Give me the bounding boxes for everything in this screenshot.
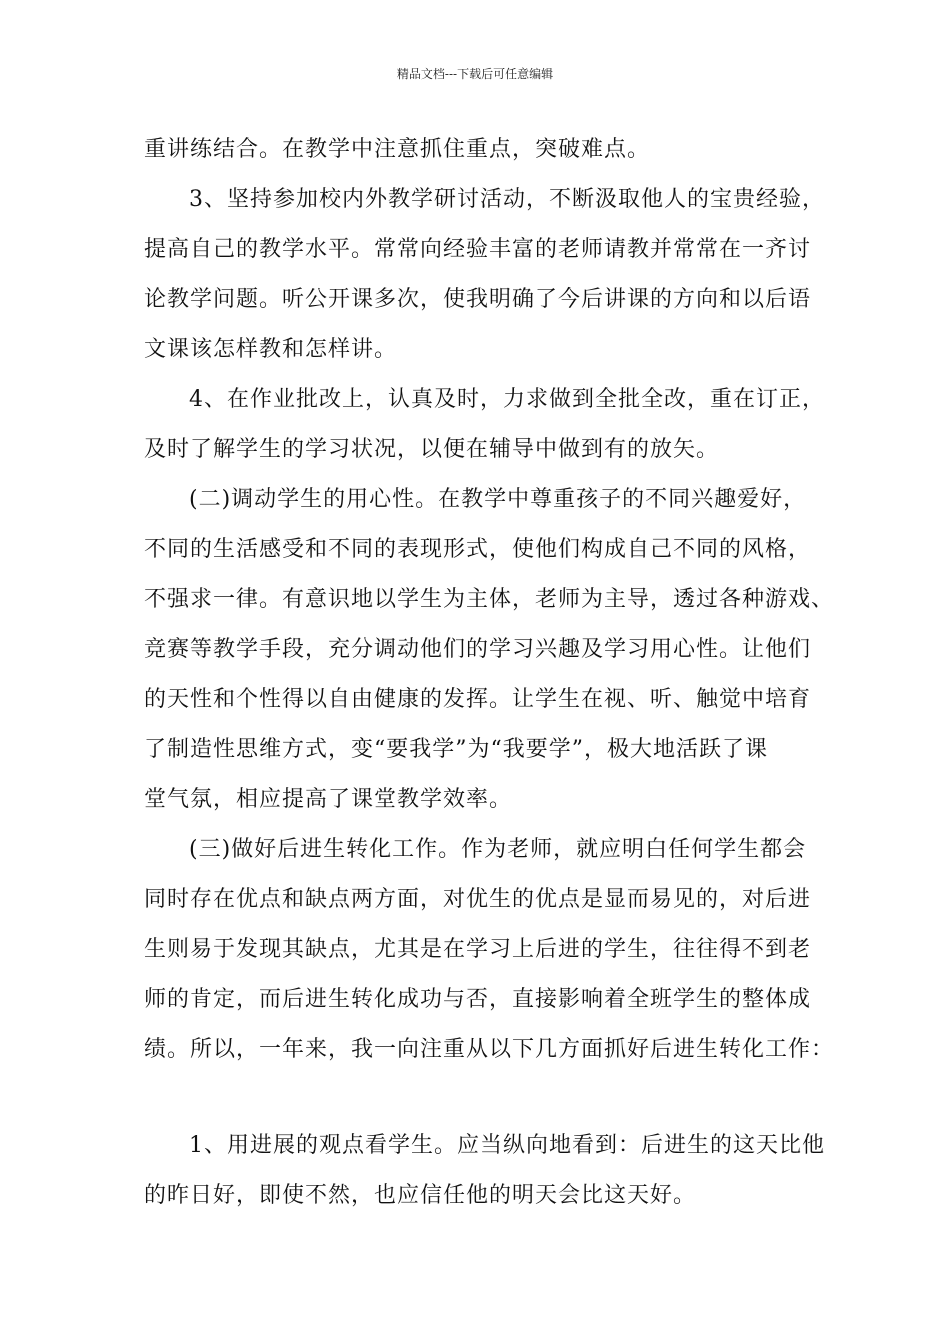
text-line: 1、用进展的观点看学生。应当纵向地看到：后进生的这天比他 <box>189 1133 825 1158</box>
text-line: 绩。所以，一年来，我一向注重从以下几方面抓好后进生转化工作： <box>144 1037 835 1062</box>
text-line: 了制造性思维方式，变“要我学”为“我要学”，极大地活跃了课 <box>144 737 768 762</box>
text-line: 不强求一律。有意识地以学生为主体，老师为主导，透过各种游戏、 <box>144 587 835 612</box>
text-line: (三)做好后进生转化工作。作为老师，就应明白任何学生都会 <box>189 837 807 862</box>
text-line: 及时了解学生的学习状况，以便在辅导中做到有的放矢。 <box>144 437 720 462</box>
text-line: 竞赛等教学手段，充分调动他们的学习兴趣及学习用心性。让他们 <box>144 637 812 662</box>
page-header: 精品文档---下载后可任意编辑 <box>396 67 554 81</box>
text-line: 文课该怎样教和怎样讲。 <box>144 337 398 362</box>
text-line: 生则易于发现其缺点，尤其是在学习上后进的学生，往往得不到老 <box>144 937 812 962</box>
text-line: 提高自己的教学水平。常常向经验丰富的老师请教并常常在一齐讨 <box>144 237 812 262</box>
text-line: 堂气氛，相应提高了课堂教学效率。 <box>144 787 513 812</box>
text-line: 不同的生活感受和不同的表现形式，使他们构成自己不同的风格， <box>144 537 812 562</box>
text-line: 的昨日好，即使不然，也应信任他的明天会比这天好。 <box>144 1183 697 1208</box>
text-line: 同时存在优点和缺点两方面，对优生的优点是显而易见的，对后进 <box>144 887 812 912</box>
text-line: 的天性和个性得以自由健康的发挥。让学生在视、听、触觉中培育 <box>144 687 812 712</box>
text-line: 师的肯定，而后进生转化成功与否，直接影响着全班学生的整体成 <box>144 987 812 1012</box>
text-line: 3、坚持参加校内外教学研讨活动，不断汲取他人的宝贵经验， <box>189 187 825 212</box>
text-line: 重讲练结合。在教学中注意抓住重点，突破难点。 <box>144 137 651 162</box>
text-line: 论教学问题。听公开课多次，使我明确了今后讲课的方向和以后语 <box>144 287 812 312</box>
text-line: 4、在作业批改上，认真及时，力求做到全批全改，重在订正， <box>189 387 825 412</box>
text-line: (二)调动学生的用心性。在教学中尊重孩子的不同兴趣爱好， <box>189 487 807 512</box>
